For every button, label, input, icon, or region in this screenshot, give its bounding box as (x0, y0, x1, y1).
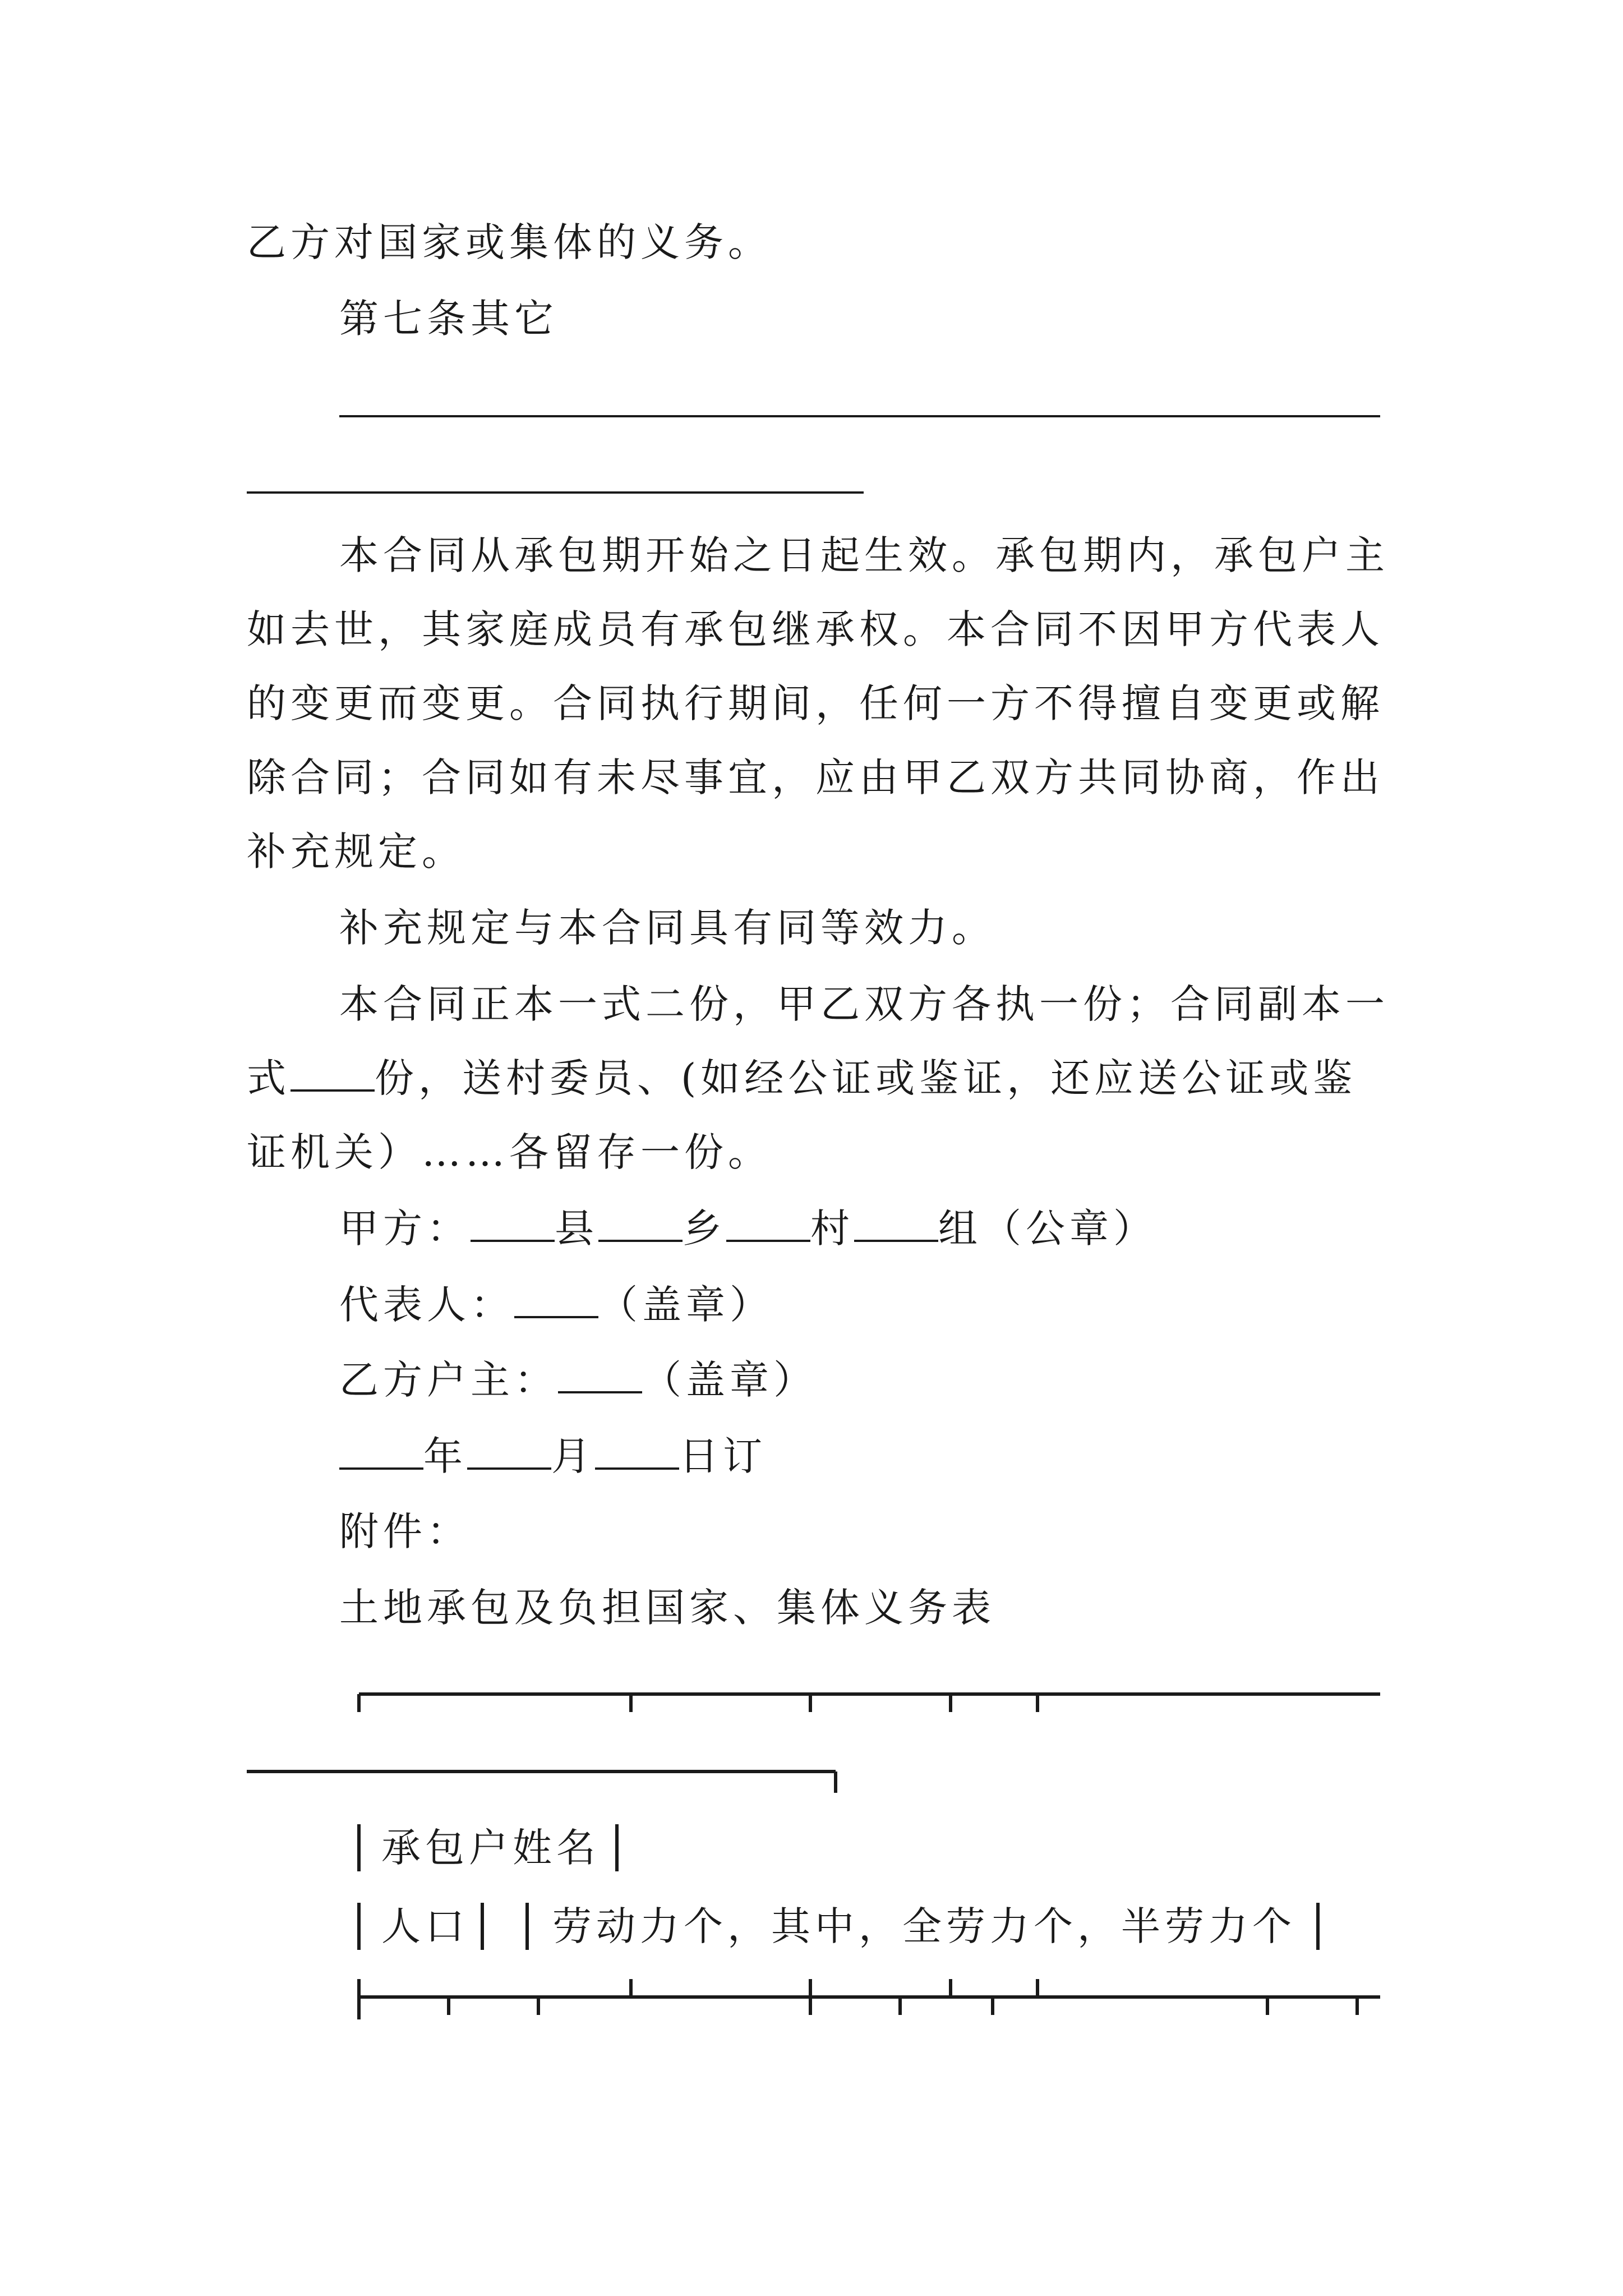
party-a-label: 甲方： (339, 1205, 471, 1251)
attachment-title: 土地承包及负担国家、集体义务表 (339, 1585, 995, 1631)
paragraph-line: 本合同从承包期开始之日起生效。承包期内，承包户主 (339, 532, 1389, 578)
party-b-label: 乙方户主： (339, 1357, 558, 1403)
township-label: 乡 (683, 1205, 726, 1251)
paragraph-line: 的变更而变更。合同执行期间，任何一方不得擅自变更或解 (247, 680, 1384, 726)
table-cell-label: 人口 (381, 1903, 469, 1949)
year-label: 年 (423, 1433, 467, 1479)
article-heading: 第七条其它 (339, 296, 558, 342)
village-label: 村 (810, 1205, 854, 1251)
paragraph-line: 补充规定。 (247, 829, 465, 875)
table-cell-label: 承包户姓名 (381, 1825, 600, 1871)
paragraph-line: 本合同正本一式二份，甲乙双方各执一份；合同副本一 (339, 981, 1389, 1027)
paragraph-line: 除合同；合同如有未尽事宜，应由甲乙双方共同协商，作出 (247, 754, 1384, 800)
text-segment: 份，送村委员、(如经公证或鉴证，还应送公证或鉴 (375, 1055, 1357, 1101)
seal-label: （盖章） (598, 1282, 773, 1328)
paragraph-line: 如去世，其家庭成员有承包继承权。本合同不因甲方代表人 (247, 606, 1384, 652)
group-seal-label: 组（公章） (938, 1205, 1157, 1251)
month-label: 月 (551, 1433, 595, 1479)
seal-label: （盖章） (642, 1357, 817, 1403)
text-segment: 式 (247, 1055, 291, 1101)
county-label: 县 (555, 1205, 598, 1251)
text-line: 乙方对国家或集体的义务。 (247, 219, 772, 265)
attachment-label: 附件： (339, 1508, 471, 1554)
paragraph-line: 补充规定与本合同具有同等效力。 (339, 905, 995, 951)
paragraph-line: 证机关）……各留存一份。 (247, 1129, 772, 1175)
day-label: 日订 (679, 1433, 767, 1479)
table-cell-label: 劳动力个，其中，全劳力个，半劳力个 (552, 1903, 1296, 1949)
representative-label: 代表人： (339, 1282, 514, 1328)
